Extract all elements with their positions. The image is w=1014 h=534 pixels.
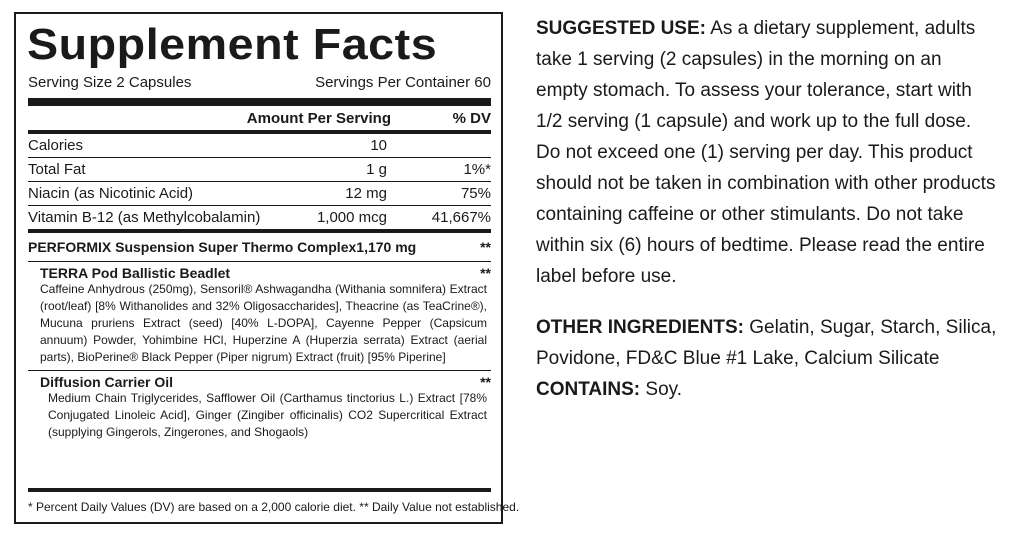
nutrient-row xyxy=(28,158,491,181)
header-amount: Amount Per Serving xyxy=(246,109,391,127)
nutrient-dv: 75% xyxy=(460,185,491,202)
sub-blend-name: Diffusion Carrier Oil xyxy=(40,373,174,390)
other-ingredients-paragraph xyxy=(536,312,998,374)
divider-thin xyxy=(28,261,491,262)
nutrient-name: Niacin (as Nicotinic Acid) xyxy=(28,185,194,202)
contains-label: CONTAINS: xyxy=(536,379,641,400)
blend-dv: ** xyxy=(480,239,491,255)
header-dv: % DV xyxy=(452,109,491,127)
serving-info xyxy=(28,74,491,94)
supplement-facts-panel xyxy=(14,12,520,524)
contains-paragraph xyxy=(536,374,998,405)
suggested-use-text: As a dietary supplement, adults take 1 serving (2 capsules) in the morning on an empty stomach. To assess your tolerance, start with 1/2 serving (1 capsule) and work up to the full dose. Do not exceed one (1) serving per day. This product should not be taken in combination with other products containing caffeine or other stimulants. Do not take within six (6) hours of bedtime. Please read the entire label before use. xyxy=(536,18,996,287)
nutrient-dv: 41,667% xyxy=(431,209,491,226)
blend-name: PERFORMIX Suspension Super Thermo Complex xyxy=(28,239,357,255)
divider-thick xyxy=(28,98,491,106)
nutrient-amount: 1,000 mcg xyxy=(316,209,387,226)
contains-text: Soy. xyxy=(645,379,683,400)
other-ingredients-text: Gelatin, Sugar, Starch, Silica, Povidone, FD&C Blue #1 Lake, Calcium Silicate xyxy=(536,317,997,369)
suggested-use-paragraph xyxy=(536,13,998,292)
servings-per-container: Servings Per Container 60 xyxy=(315,74,491,91)
nutrient-name: Calories xyxy=(28,137,84,154)
sub-blend-heading xyxy=(28,373,491,390)
nutrient-name: Vitamin B-12 (as Methylcobalamin) xyxy=(28,209,261,226)
sub-blend-ingredients: Medium Chain Triglycerides, Safflower Oil (Carthamus tinctorius L.) Extract [78% Conjugated Linoleic Acid], Ginger (Zingiber officinalis) CO2 Supercritical Extract (supplying Gingerols, Zingerones, and Shogaols) xyxy=(48,391,487,439)
nutrient-name: Total Fat xyxy=(28,161,86,178)
divider-thin xyxy=(28,370,491,371)
sub-blend-dv: ** xyxy=(480,264,491,281)
serving-size: Serving Size 2 Capsules xyxy=(28,74,192,91)
sub-blend-ingredients: Caffeine Anhydrous (250mg), Sensoril® Ashwagandha (Withania somnifera) Extract (root/leaf) [8% Withanolides and 32% Oligosaccharides], Theacrine (as TeaCrine®), Mucuna pruriens Extract (seed) [40% L-DOPA], Cayenne Pepper (Capsicum annuum) Powder, Yohimbine HCl, Huperzine A (Huperzia serrata) Extract (aerial parts), BioPerine® Black Pepper (Piper nigrum) Extract (fruit) [95% Piperine] xyxy=(40,282,487,364)
nutrient-amount: 10 xyxy=(370,137,387,154)
nutrient-row xyxy=(28,206,491,229)
divider-medium xyxy=(28,488,491,492)
proprietary-blend-row xyxy=(28,233,491,261)
panel-title: Supplement Facts xyxy=(27,20,438,69)
other-ingredients-label: OTHER INGREDIENTS: xyxy=(536,317,744,338)
nutrient-row xyxy=(28,182,491,205)
nutrient-amount: 1 g xyxy=(366,161,387,178)
blend-amount: 1,170 mg xyxy=(356,239,417,255)
nutrient-amount: 12 mg xyxy=(345,185,387,202)
nutrient-dv: 1%* xyxy=(463,161,491,178)
dv-footnote: * Percent Daily Values (DV) are based on a 2,000 calorie diet. ** Daily Value not established. xyxy=(28,500,520,514)
nutrient-row xyxy=(28,134,491,157)
sub-blend-name: TERRA Pod Ballistic Beadlet xyxy=(40,264,231,281)
sub-blend-heading xyxy=(28,264,491,281)
column-header xyxy=(28,106,491,130)
label-text-column xyxy=(536,13,998,405)
sub-blend-dv: ** xyxy=(480,373,491,390)
suggested-use-label: SUGGESTED USE: xyxy=(536,18,706,39)
